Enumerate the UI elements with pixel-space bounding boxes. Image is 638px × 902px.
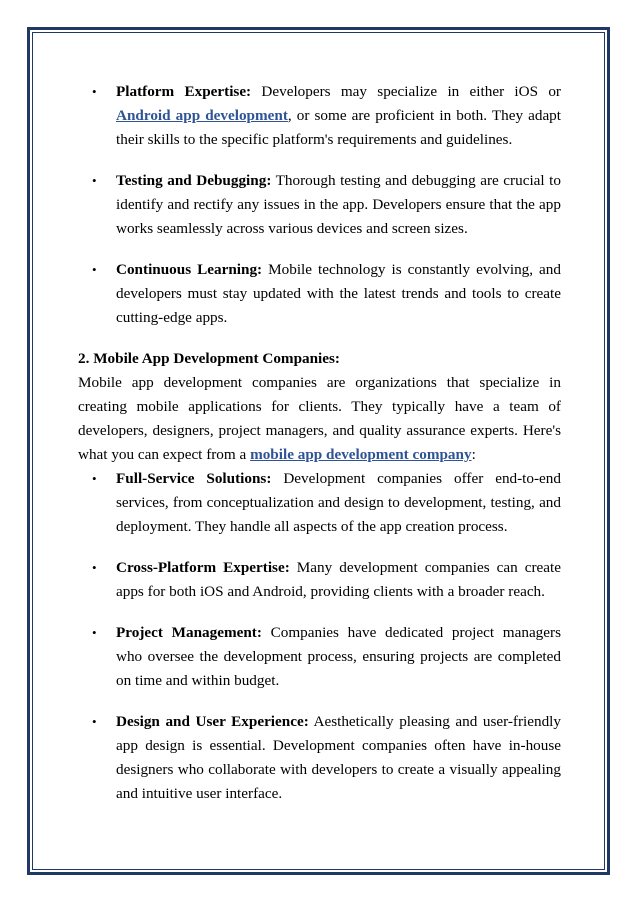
list-item-term: Testing and Debugging: bbox=[116, 172, 272, 189]
list-item-term: Cross-Platform Expertise: bbox=[116, 559, 290, 576]
bullet-list-bottom bbox=[78, 467, 561, 806]
bullet-list-top bbox=[78, 80, 561, 330]
document-body bbox=[78, 80, 561, 806]
bullet-icon: • bbox=[92, 714, 97, 729]
paragraph-text: Mobile app development companies are organizations that specialize in creating mobile applications for clients. They typically have a team of developers, designers, project managers, and quality assurance experts. Here's what you can expect from a bbox=[78, 374, 561, 463]
list-item-platform-expertise bbox=[78, 80, 561, 152]
list-item-project-management bbox=[78, 621, 561, 693]
section-heading: 2. Mobile App Development Companies: bbox=[78, 350, 340, 367]
list-item-full-service bbox=[78, 467, 561, 539]
list-item-text: Development companies offer end-to-end services, from conceptualization and design to development, testing, and deployment. They handle all aspects of the app creation process. bbox=[116, 470, 561, 535]
bullet-icon: • bbox=[92, 173, 97, 188]
bullet-icon: • bbox=[92, 262, 97, 277]
list-item-term: Platform Expertise: bbox=[116, 83, 252, 100]
bullet-icon: • bbox=[92, 560, 97, 575]
android-app-development-link[interactable]: Android app development bbox=[116, 107, 288, 124]
list-item-text: Thorough testing and debugging are crucial to identify and rectify any issues in the app. Developers ensure that the app works seamlessly across various devices and screen sizes. bbox=[116, 172, 561, 237]
list-item-testing-debugging bbox=[78, 169, 561, 241]
list-item-term: Full-Service Solutions: bbox=[116, 470, 272, 487]
list-item-text: Aesthetically pleasing and user-friendly app design is essential. Development companies often have in-house designers who collaborate with developers to create a visually appealing and intuitive user interface. bbox=[116, 713, 561, 802]
list-item-continuous-learning bbox=[78, 258, 561, 330]
bullet-icon: • bbox=[92, 471, 97, 486]
list-item-design-ux bbox=[78, 710, 561, 806]
list-item-text: , or some are proficient in both. They adapt their skills to the specific platform's requirements and guidelines. bbox=[116, 107, 561, 148]
list-item-text: Many development companies can create apps for both iOS and Android, providing clients with a broader reach. bbox=[116, 559, 561, 600]
mobile-app-development-company-link[interactable]: mobile app development company bbox=[250, 446, 472, 463]
list-item-text: Developers may specialize in either iOS or bbox=[251, 83, 561, 100]
list-item-term: Continuous Learning: bbox=[116, 261, 263, 278]
bullet-icon: • bbox=[92, 625, 97, 640]
bullet-icon: • bbox=[92, 84, 97, 99]
list-item-cross-platform bbox=[78, 556, 561, 604]
list-item-term: Project Management: bbox=[116, 624, 262, 641]
paragraph-text-end: : bbox=[471, 446, 476, 463]
list-item-term: Design and User Experience: bbox=[116, 713, 309, 730]
section-paragraph bbox=[78, 371, 561, 467]
list-item-text: Mobile technology is constantly evolving, and developers must stay updated with the latest trends and tools to create cutting-edge apps. bbox=[116, 261, 561, 326]
list-item-text: Companies have dedicated project managers who oversee the development process, ensuring projects are completed on time and within budget. bbox=[116, 624, 561, 689]
